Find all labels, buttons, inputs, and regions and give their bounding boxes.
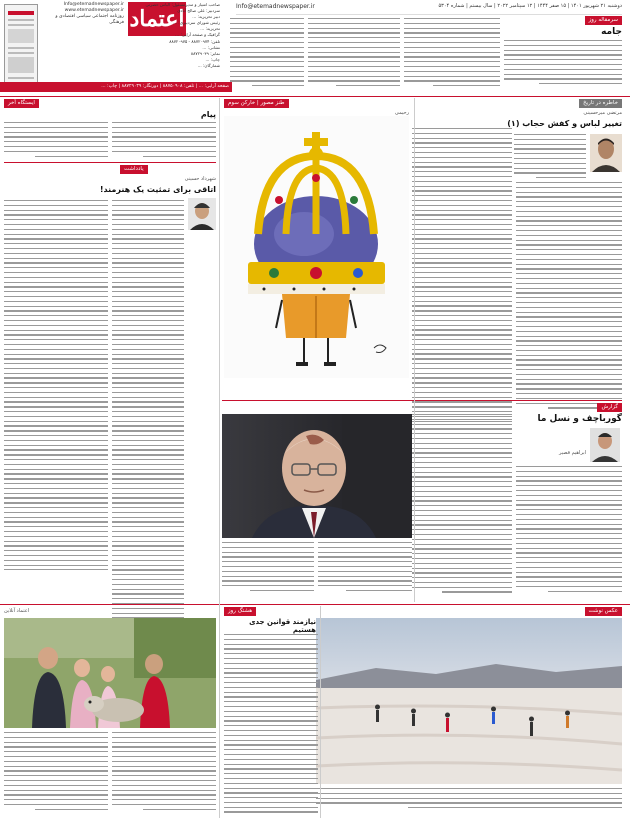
staff-line: گرافیک و صفحه آرایی: ... — [175, 32, 220, 38]
family-dog-svg — [4, 618, 216, 728]
note-label: یادداشت — [120, 165, 148, 174]
gorbachev-text-col-2 — [412, 414, 512, 596]
gorbachev-text-col-4 — [318, 542, 412, 598]
note-text-col-1 — [112, 200, 184, 670]
site-line-web[interactable]: www.etemadnewspaper.ir — [64, 8, 124, 13]
top-col-2-text — [404, 18, 500, 92]
gorbachev-title[interactable]: گورباچف و نسل ما — [537, 414, 622, 424]
left-top-text-b — [112, 122, 216, 158]
staff-line: تحریریه: ... — [200, 26, 220, 32]
crown-cartoon-svg — [224, 116, 409, 378]
family-text-a — [4, 732, 108, 816]
top-col-3-text — [308, 18, 400, 92]
editorial-title[interactable]: جامه — [601, 27, 622, 37]
editorial-label: سرمقاله روز — [585, 16, 622, 25]
staff-line: شمارگان: ... — [197, 62, 220, 68]
family-dog-photo — [4, 618, 216, 728]
staff-line: دبیر تحریریه: ... — [192, 14, 220, 20]
note-title[interactable]: اتاقی برای تمثیت یک هنرمند! — [99, 185, 216, 194]
top-col-4-text — [230, 18, 304, 92]
memoir-intro-text — [514, 134, 586, 178]
top-row-rule — [0, 96, 630, 97]
gorbachev-text-col-3 — [222, 542, 314, 598]
staff-line: سردبیر: علی صالح آبادی — [177, 8, 220, 14]
author-photo-svg — [590, 134, 622, 172]
site-line-email[interactable]: Info@etemadnewspaper.ir — [63, 2, 124, 7]
cartoon-crown-figure — [224, 116, 409, 378]
editorial-text — [504, 40, 622, 92]
etemad-logo[interactable]: اعتماد — [128, 2, 186, 36]
contact-bar: صفحه آرایی: ... | تلفن: ۸۸۷۵۰۹۰۸ | دورنگار: ۸۸۷۲۹۰۳۹ | چاپ: ... — [0, 82, 232, 92]
left-rule-1 — [4, 162, 216, 163]
note-text-col-2 — [4, 200, 108, 570]
cartoon-label: طنز مصور | خارکن سوم — [224, 99, 289, 108]
memoir-text-col-1 — [516, 182, 622, 422]
family-photo-credit: اعتماد آنلاین — [4, 608, 30, 614]
note-author-photo — [188, 198, 216, 230]
hashtag-title[interactable]: نیازمند قوانین جدی هستیم — [249, 618, 316, 634]
memoir-byline: مرتضی میرحسینی — [583, 110, 622, 116]
left-top-label: ایستگاه آخر — [4, 99, 39, 108]
bottom-row-rule — [0, 604, 630, 605]
memoir-text-col-2 — [412, 128, 512, 422]
hashtag-text — [224, 634, 318, 816]
gorbachev-photo — [222, 414, 412, 538]
family-text-b — [112, 732, 216, 816]
column-divider-mid — [414, 98, 415, 602]
gorbachev-byline: ابراهیم قصیر — [559, 450, 586, 456]
staff-line: چاپ: ... — [205, 56, 220, 62]
staff-line: نمابر: ۸۸۷۲۹۰۳۹ — [190, 50, 220, 56]
photo-feature-text — [316, 788, 622, 816]
gorbachev-label: گزارش — [597, 403, 622, 412]
staff-box — [42, 2, 220, 82]
gorbachev-photo-svg — [222, 414, 412, 538]
memoir-label: خاطره در تاریخ — [579, 99, 622, 108]
gorbachev-author-svg — [590, 428, 620, 462]
salt-lake-svg — [316, 618, 622, 784]
gorbachev-rule — [222, 400, 622, 401]
staff-line: صاحب امتیاز و مدیرمسئول: الیاس حضرتی — [145, 2, 220, 7]
header-divider — [236, 14, 622, 15]
column-divider-bottom — [320, 606, 321, 818]
cartoon-caption: رحیمی — [394, 110, 409, 116]
gorbachev-author-photo — [590, 428, 620, 462]
staff-line: تلفن: ۸۸۷۲۰۹۷۴ - ۸۸۷۲۰۹۷۵ — [169, 38, 220, 44]
left-top-text-a — [4, 122, 108, 158]
staff-line: نشانی: ... — [202, 44, 220, 50]
front-page-thumbnail[interactable] — [4, 4, 38, 88]
column-divider-left — [219, 98, 220, 818]
photo-feature-label: عکس نوشت — [585, 607, 622, 616]
left-top-title[interactable]: پیام — [200, 110, 216, 119]
staff-line: رئیس شورای سردبیری: ... — [172, 20, 220, 26]
author-photo — [590, 134, 622, 172]
note-author-svg — [188, 198, 216, 230]
memoir-title[interactable]: تغییر لباس و کفش حجاب (۱) — [507, 119, 622, 128]
note-byline: شهرداد حسینی — [184, 176, 216, 182]
gorbachev-text-col-1 — [516, 466, 622, 596]
hashtag-label: هشتگ روز — [224, 607, 256, 616]
site-email-center[interactable]: Info@etemadnewspaper.ir — [236, 3, 315, 10]
tagline: روزنامه اجتماعی سیاسی اقتصادی و فرهنگی — [55, 14, 124, 25]
issue-date-line: دوشنبه ۲۱ شهریور ۱۴۰۱ | ۱۵ صفر ۱۴۴۴ | ۱۲ سپتامبر ۲۰۲۲ | سال بیستم | شماره ۵۳۰۴ — [438, 3, 622, 9]
salt-lake-photo — [316, 618, 622, 784]
